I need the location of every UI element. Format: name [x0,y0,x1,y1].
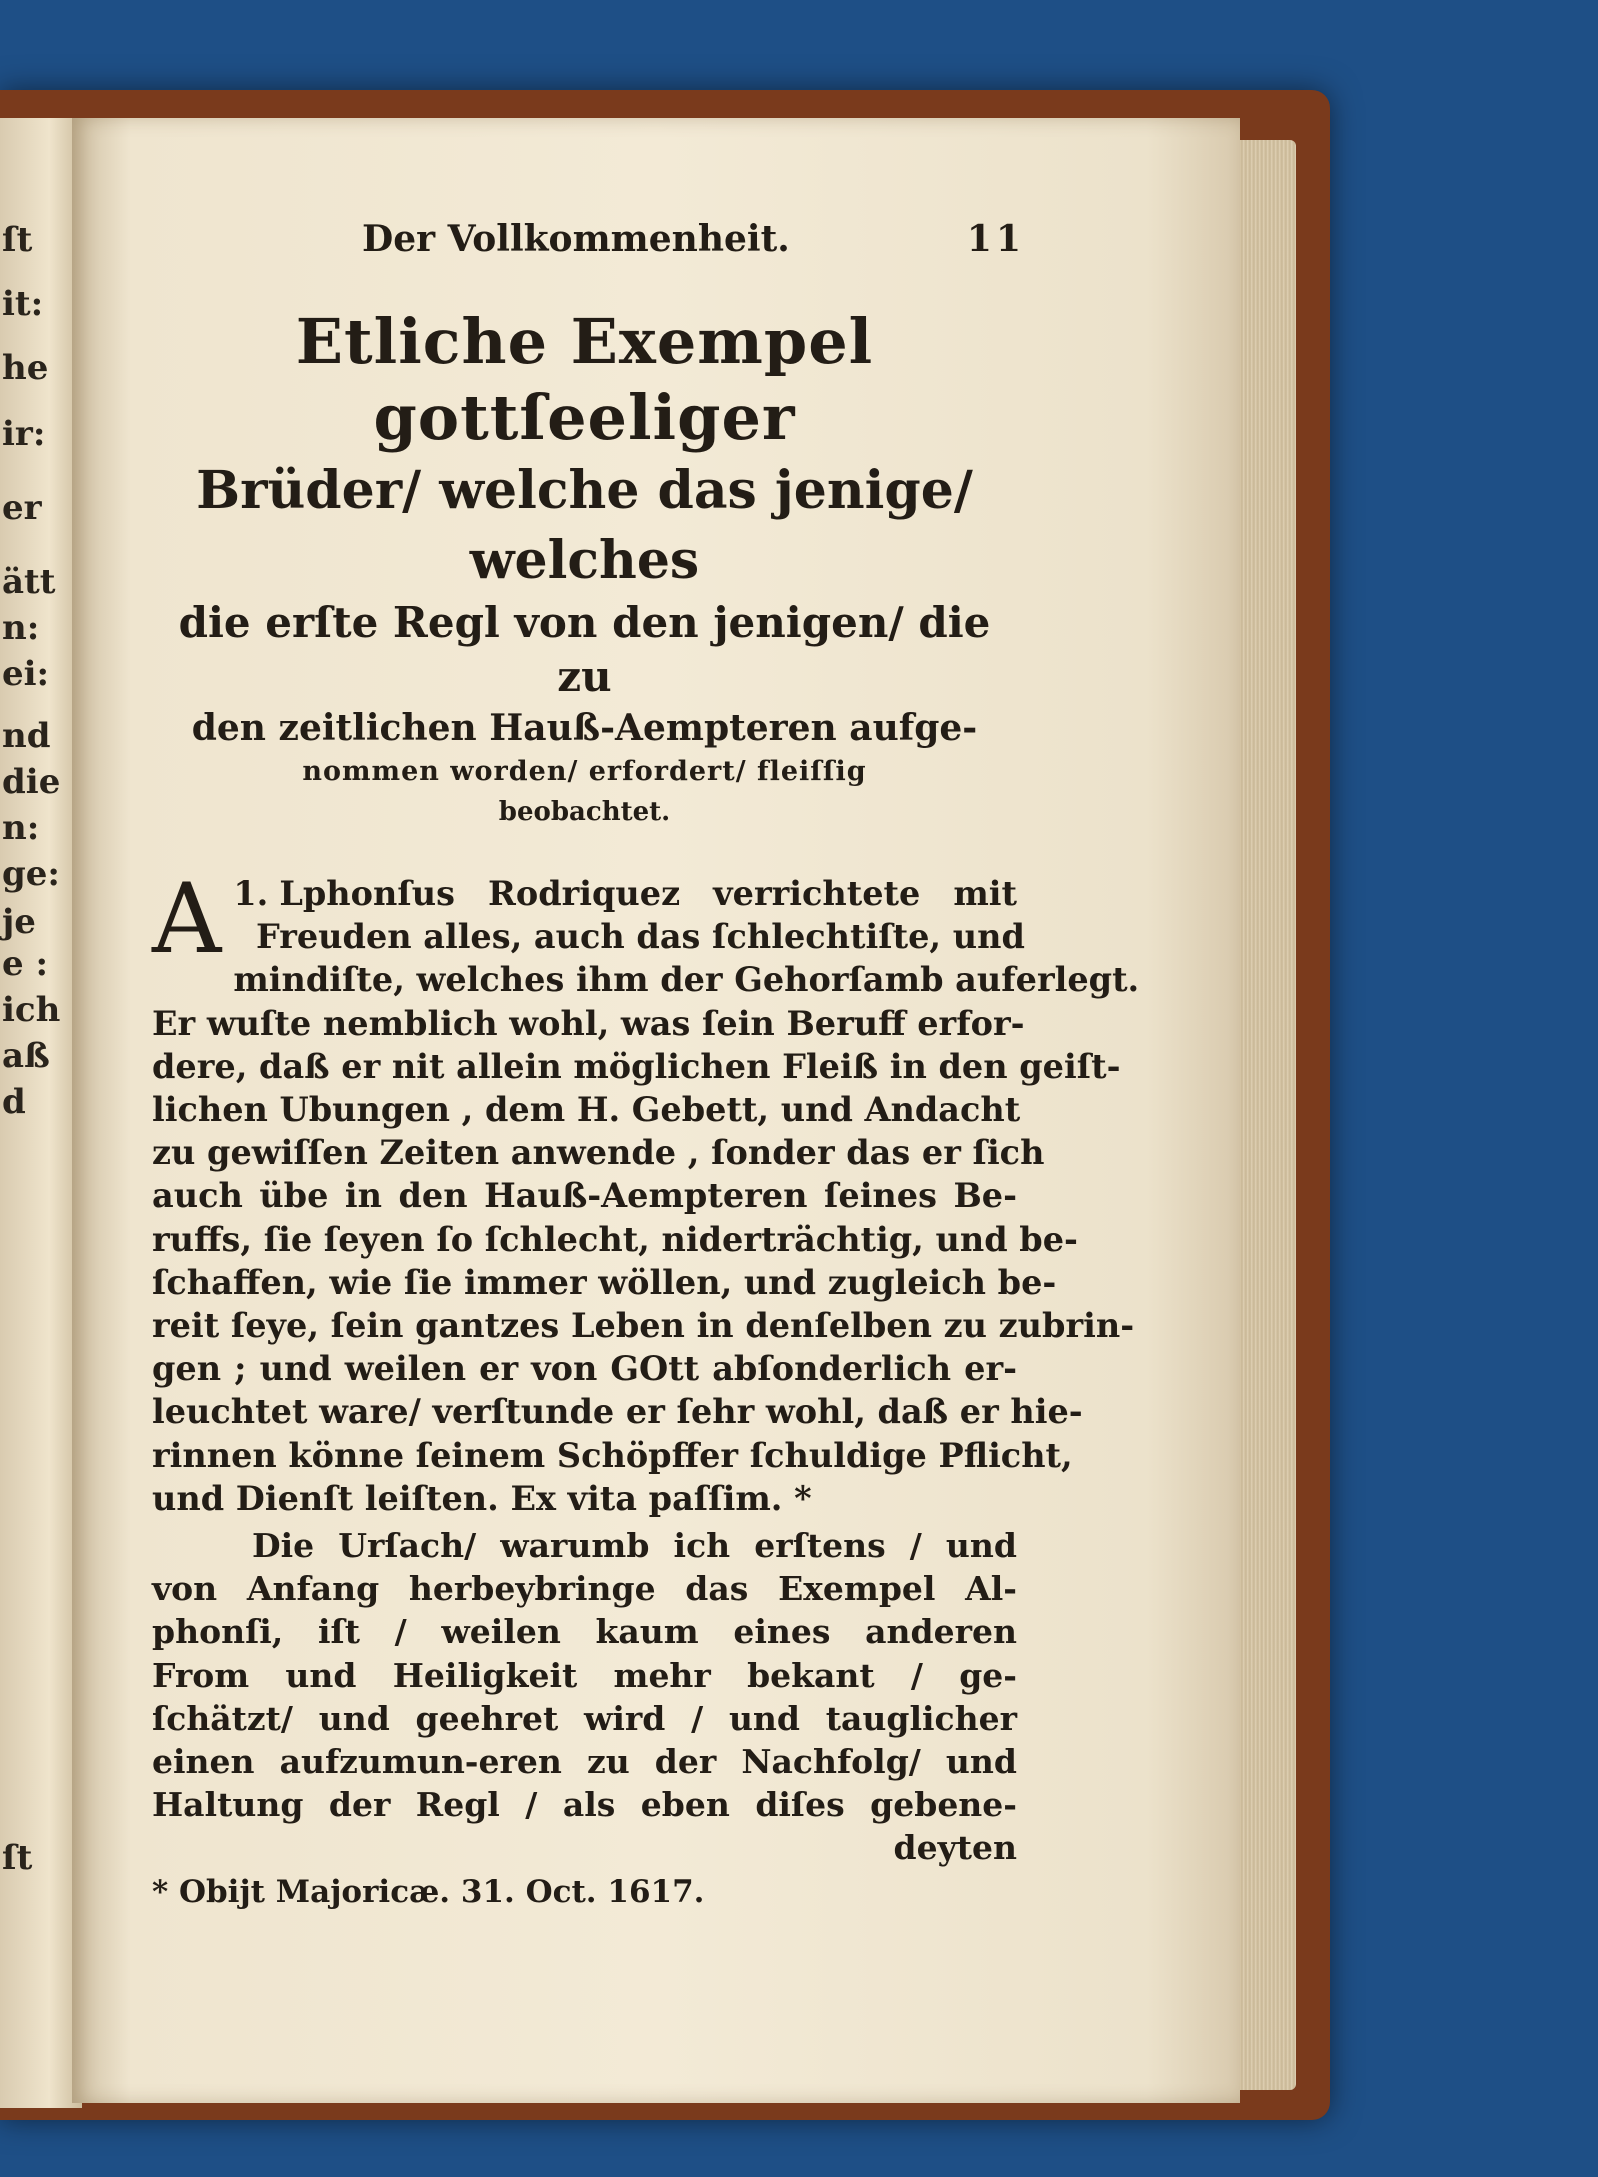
left-page-fragment: n: [2,808,40,848]
heading-line: den zeitlichen Hauß-Aempteren aufge- [191,707,978,749]
paragraph-line: Er wuſte nemblich wohl, was ſein Beruff erfor- [152,1003,1025,1043]
left-page-fragment: ätt [2,562,56,602]
left-page-fragment: je [2,902,36,942]
paragraph-line: leuchtet ware/ verſtunde er ſehr wohl, daß er hie- [152,1392,1083,1432]
paragraph-line: lichen Ubungen , dem H. Gebett, und Andacht [152,1090,1021,1130]
paragraph-line: mindiſte, welches ihm der Gehorſamb auferlegt. [233,960,1140,1000]
paragraph-line: und Dienſt leiſten. Ex vita paſſim. * [152,1478,812,1518]
paragraph-line: Haltung der Regl / als eben diſes gebene- [152,1785,1017,1825]
left-page-fragment: it: [2,284,44,324]
heading-line: Brüder/ welche das jenige/ welches [196,460,973,591]
paragraph-line: phonſi, iſt / weilen kaum eines anderen [152,1612,1017,1652]
heading-line: Etliche Exempel gottſeeliger [295,305,874,454]
running-head-title: Der Vollkommenheit. [362,218,790,260]
left-page-fragment: he [2,348,49,388]
left-page-fragment: die [2,762,61,802]
paragraph-line: Freuden alles, auch das ſchlechtiſte, und [256,917,1025,957]
paragraph-line: von Anfang herbeybringe das Exempel Al- [152,1569,1017,1609]
left-page-fragment: d [2,1082,26,1122]
footnote: * Obijt Majoricæ. 31. Oct. 1617. [152,1874,705,1911]
left-page-fragment: e : [2,944,49,984]
paragraph-1 [152,863,1140,1520]
left-page-fragment: ir: [2,414,46,454]
left-page-fragment: ge: [2,854,60,894]
paragraph-line: From und Heiligkeit mehr bekant / ge- [152,1655,1017,1695]
left-page-fragment: n: [2,608,40,648]
paragraph-line: ſchaffen, wie ſie immer wöllen, und zugleich be- [152,1262,1057,1302]
page-number: 11 [966,218,1025,260]
heading-line: nommen worden/ erfordert/ fleiſſig [302,756,867,787]
page-edges [1236,140,1296,2090]
paragraph-line: reit ſeye, ſein gantzes Leben in denſelben zu zubrin- [152,1306,1135,1346]
left-page-fragment: nd [2,716,51,756]
paragraph-2 [152,1524,1017,1870]
running-head [152,218,1025,278]
paragraph-line: rinnen könne ſeinem Schöpffer ſchuldige Pflicht, [152,1435,1073,1475]
heading-line: beobachtet. [498,797,671,827]
left-page-fragment: aß [2,1036,50,1076]
paragraph-line: zu gewiſſen Zeiten anwende , ſonder das er ſich [152,1133,1045,1173]
paragraph-line: ruffs, ſie ſeyen ſo ſchlecht, niderträchtig, und be- [152,1219,1078,1259]
paragraph-line: dere, daß er nit allein möglichen Fleiß in den geiſt- [152,1046,1121,1086]
paragraph-line: Die Urſach/ warumb ich erſtens / und [252,1526,1017,1566]
paragraph-line: auch übe in den Hauß-Aempteren ſeines Be- [152,1176,1017,1216]
drop-cap: A [152,863,222,975]
left-page [0,118,82,2108]
left-page-fragment: ſt [2,1838,33,1878]
paragraph-line: gen ; und weilen er von GOtt abſonderlich er- [152,1349,1017,1389]
paragraph-number: 1. [233,874,269,913]
paragraph-line: ſchätzt/ und geehret wird / und tauglicher [152,1698,1017,1738]
page-content [152,218,1140,1914]
chapter-heading [152,304,1017,832]
left-page-fragment: ich [2,990,61,1030]
left-page-fragment: er [2,488,42,528]
heading-line: die erſte Regl von den jenigen/ die zu [178,598,991,701]
left-page-fragment: ei: [2,654,50,694]
catchword: deyten [893,1828,1017,1868]
paragraph-line-text: Lphonſus Rodriquez verrichtete mit [279,874,1017,913]
left-page-fragment: ſt [2,220,33,260]
paragraph-line: einen aufzumun-eren zu der Nachfolg/ und [152,1742,1017,1782]
